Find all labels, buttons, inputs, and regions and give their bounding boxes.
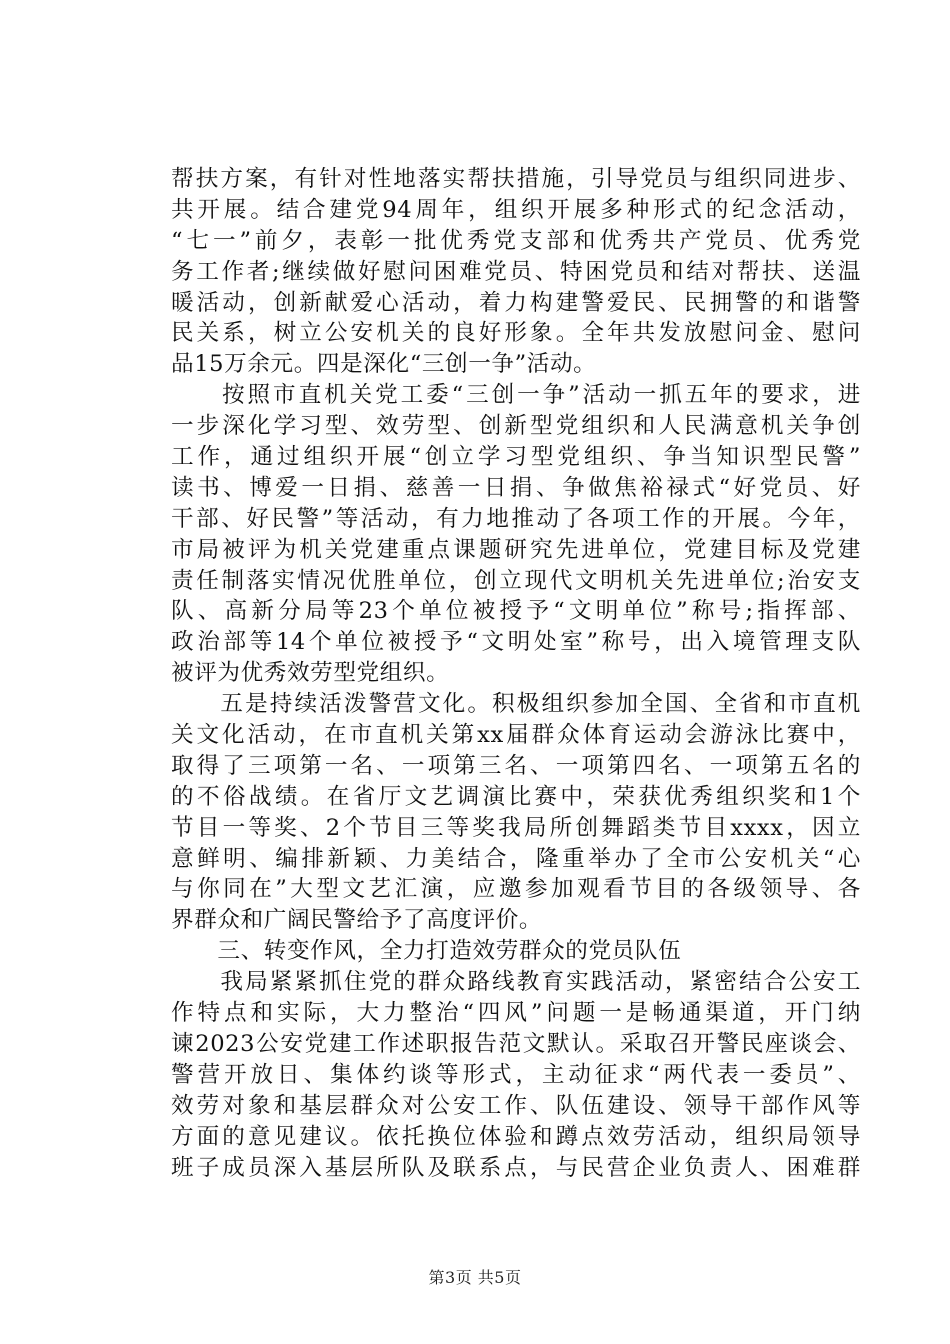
text-line: 共开展。结合建党94周年，组织开展多种形式的纪念活动，: [171, 196, 861, 223]
text-line: 工作，通过组织开展“创立学习型党组织、争当知识型民警”: [171, 444, 861, 471]
text-line: 警营开放日、集体约谈等形式，主动征求“两代表一委员”、: [171, 1061, 861, 1088]
text-line: 关文化活动，在市直机关第xx届群众体育运动会游泳比赛中，: [171, 722, 861, 749]
text-line: 界群众和广阔民警给予了高度评价。: [171, 907, 543, 934]
page-footer: 第3页 共5页: [428, 1268, 522, 1287]
text-line: 品15万余元。四是深化“三创一争”活动。: [171, 351, 597, 378]
text-line: 市局被评为机关党建重点课题研究先进单位，党建目标及党建: [171, 536, 861, 563]
text-line: 三、转变作风，全力打造效劳群众的党员队伍: [171, 938, 682, 965]
text-line: 民关系，树立公安机关的良好形象。全年共发放慰问金、慰问: [171, 320, 861, 347]
text-line: 的不俗战绩。在省厅文艺调演比赛中，荣获优秀组织奖和1个: [171, 783, 861, 810]
text-line: 按照市直机关党工委“三创一争”活动一抓五年的要求，进: [171, 382, 861, 409]
text-line: 效劳对象和基层群众对公安工作、队伍建设、领导干部作风等: [171, 1092, 861, 1119]
text-line: 政治部等14个单位被授予“文明处室”称号，出入境管理支队: [171, 629, 861, 656]
text-line: 取得了三项第一名、一项第三名、一项第四名、一项第五名的: [171, 752, 861, 779]
text-line: 一步深化学习型、效劳型、创新型党组织和人民满意机关争创: [171, 413, 861, 440]
text-line: 作特点和实际，大力整治“四风”问题一是畅通渠道，开门纳: [171, 1000, 861, 1027]
text-line: 方面的意见建议。依托换位体验和蹲点效劳活动，组织局领导: [171, 1123, 861, 1150]
text-line: 五是持续活泼警营文化。积极组织参加全国、全省和市直机: [171, 691, 861, 718]
text-line: 节目一等奖、2个节目三等奖我局所创舞蹈类节目xxxx，因立: [171, 814, 861, 841]
text-line: 责任制落实情况优胜单位，创立现代文明机关先进单位;治安支: [171, 567, 861, 594]
text-line: “七一”前夕，表彰一批优秀党支部和优秀共产党员、优秀党: [171, 227, 861, 254]
text-line: 帮扶方案，有针对性地落实帮扶措施，引导党员与组织同进步、: [171, 166, 861, 192]
body-text: [171, 164, 861, 1183]
text-line: 班子成员深入基层所队及联系点，与民营企业负责人、困难群: [171, 1154, 861, 1181]
text-line: 干部、好民警”等活动，有力地推动了各项工作的开展。今年，: [171, 505, 861, 532]
text-line: 意鲜明、编排新颖、力美结合，隆重举办了全市公安机关“心: [171, 845, 861, 872]
text-line: 务工作者;继续做好慰问困难党员、特困党员和结对帮扶、送温: [171, 258, 861, 285]
text-line: 暖活动，创新献爱心活动，着力构建警爱民、民拥警的和谐警: [171, 289, 861, 316]
text-line: 队、高新分局等23个单位被授予“文明单位”称号;指挥部、: [171, 598, 861, 625]
text-line: 与你同在”大型文艺汇演，应邀参加观看节目的各级领导、各: [171, 876, 861, 903]
text-line: 谏2023公安党建工作述职报告范文默认。采取召开警民座谈会、: [171, 1030, 861, 1057]
text-line: 被评为优秀效劳型党组织。: [171, 660, 450, 687]
text-line: 读书、博爱一日捐、慈善一日捐、争做焦裕禄式“好党员、好: [171, 474, 861, 501]
text-line: 我局紧紧抓住党的群众路线教育实践活动，紧密结合公安工: [171, 969, 861, 996]
